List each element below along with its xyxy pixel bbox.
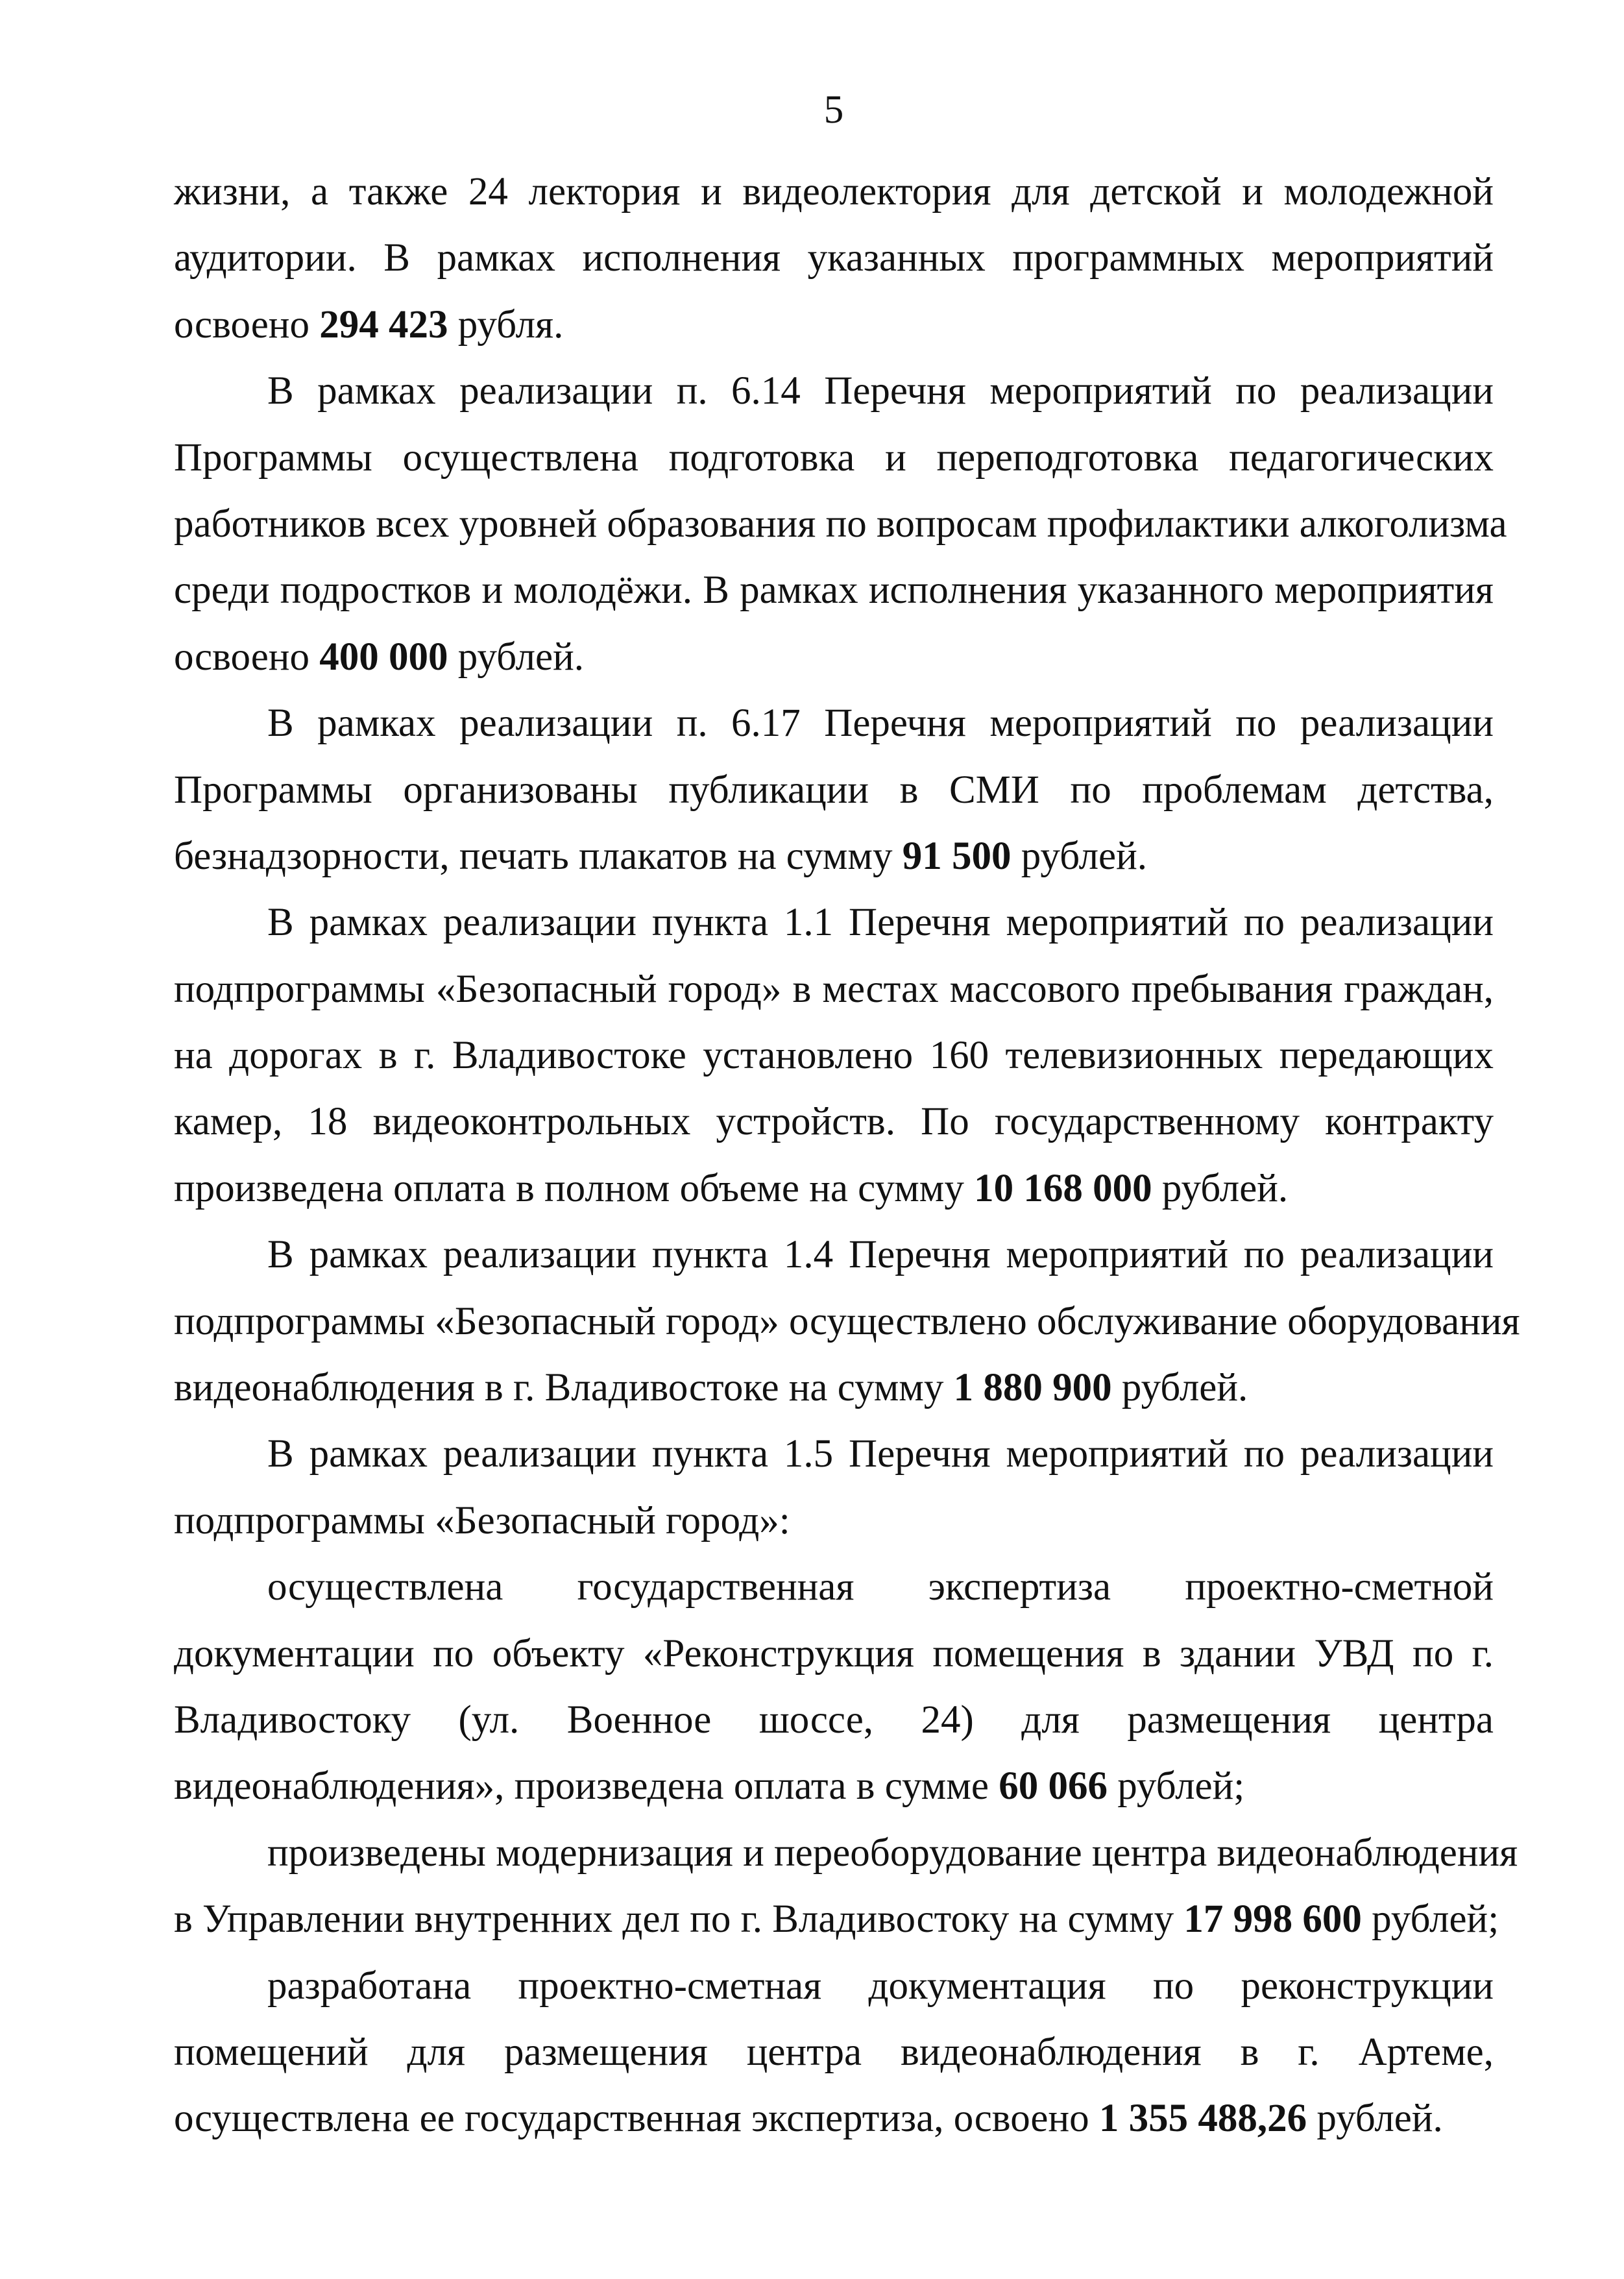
text-line bbox=[174, 292, 1494, 358]
text-segment: рублей. bbox=[1111, 1366, 1248, 1410]
text-segment: видеонаблюдения в г. Владивостоке на сумму bbox=[174, 1366, 954, 1410]
amount-bold: 1 880 900 bbox=[953, 1366, 1112, 1410]
document-body bbox=[174, 159, 1520, 2152]
text-line bbox=[174, 491, 1507, 557]
text-segment: Программы осуществлена подготовка и переподготовка педагогических bbox=[174, 435, 1494, 480]
text-line bbox=[174, 1355, 1494, 1421]
text-line bbox=[174, 1089, 1494, 1155]
text-line bbox=[174, 225, 1494, 291]
text-segment: произведены модернизация и переоборудование центра видеонаблюдения bbox=[267, 1831, 1518, 1875]
text-line bbox=[174, 1421, 1494, 1487]
text-segment: рубля. bbox=[448, 302, 564, 347]
paragraph bbox=[174, 159, 1494, 358]
text-line bbox=[174, 1886, 1499, 1953]
text-segment: безнадзорности, печать плакатов на сумму bbox=[174, 834, 903, 878]
paragraph bbox=[174, 1554, 1494, 1820]
text-segment: В рамках реализации пункта 1.4 Перечня мероприятий по реализации bbox=[267, 1233, 1494, 1277]
paragraph bbox=[174, 1953, 1494, 2152]
text-segment: освоено bbox=[174, 302, 320, 347]
amount-bold: 17 998 600 bbox=[1183, 1897, 1362, 1942]
paragraph bbox=[174, 358, 1507, 690]
text-segment: видеонаблюдения», произведена оплата в сумме bbox=[174, 1764, 999, 1809]
text-segment: жизни, а также 24 лектория и видеолектория для детской и молодежной bbox=[174, 170, 1494, 213]
text-segment: В рамках реализации пункта 1.1 Перечня мероприятий по реализации bbox=[267, 901, 1494, 945]
text-segment: произведена оплата в полном объеме на сумму bbox=[174, 1166, 975, 1210]
text-line bbox=[174, 1156, 1494, 1222]
text-segment: на дорогах в г. Владивостоке установлено 160 телевизионных передающих bbox=[174, 1034, 1494, 1078]
paragraph bbox=[174, 1820, 1518, 1953]
paragraph bbox=[174, 1421, 1494, 1554]
amount-bold: 294 423 bbox=[319, 302, 448, 347]
text-line bbox=[174, 1488, 1494, 1554]
text-segment: осуществлена государственная экспертиза проектно-сметной bbox=[267, 1565, 1494, 1609]
text-line bbox=[174, 1621, 1494, 1687]
text-line bbox=[174, 1820, 1518, 1886]
text-segment: В рамках реализации п. 6.17 Перечня мероприятий по реализации bbox=[267, 701, 1494, 746]
text-line bbox=[174, 425, 1494, 491]
text-segment: помещений для размещения центра видеонаблюдения в г. Артеме, bbox=[174, 2030, 1494, 2074]
text-segment: подпрограммы «Безопасный город» осуществлено обслуживание оборудования bbox=[174, 1299, 1520, 1343]
text-segment: В рамках реализации пункта 1.5 Перечня мероприятий по реализации bbox=[267, 1432, 1494, 1476]
text-line bbox=[174, 690, 1494, 757]
text-line bbox=[174, 557, 1494, 624]
text-segment: разработана проектно-сметная документация по реконструкции bbox=[267, 1964, 1494, 2008]
text-line bbox=[174, 159, 1494, 225]
text-segment: подпрограммы «Безопасный город» в местах массового пребывания граждан, bbox=[174, 967, 1494, 1011]
text-segment: среди подростков и молодёжи. В рамках исполнения указанного мероприятия bbox=[174, 568, 1494, 613]
amount-bold: 10 168 000 bbox=[974, 1166, 1152, 1210]
text-segment: Программы организованы публикации в СМИ по проблемам детства, bbox=[174, 768, 1494, 812]
paragraph bbox=[174, 1222, 1520, 1421]
text-segment: в Управлении внутренних дел по г. Владивостоку на сумму bbox=[174, 1897, 1184, 1942]
text-segment: рублей. bbox=[1307, 2097, 1443, 2141]
text-segment: осуществлена ее государственная экспертиза, освоено bbox=[174, 2097, 1099, 2141]
text-segment: аудитории. В рамках исполнения указанных программных мероприятий bbox=[174, 236, 1494, 280]
text-segment: подпрограммы «Безопасный город»: bbox=[174, 1498, 790, 1542]
text-line bbox=[174, 358, 1494, 424]
text-line bbox=[174, 2086, 1494, 2152]
text-line bbox=[174, 1023, 1494, 1089]
text-segment: камер, 18 видеоконтрольных устройств. По государственному контракту bbox=[174, 1100, 1494, 1144]
text-line bbox=[174, 1753, 1494, 1820]
paragraph bbox=[174, 890, 1494, 1222]
amount-bold: 1 355 488,26 bbox=[1098, 2097, 1307, 2141]
text-segment: освоено bbox=[174, 635, 320, 679]
text-line bbox=[174, 757, 1494, 823]
text-segment: работников всех уровней образования по вопросам профилактики алкоголизма bbox=[174, 502, 1507, 546]
text-line bbox=[174, 1554, 1494, 1620]
text-segment: Владивостоку (ул. Военное шоссе, 24) для размещения центра bbox=[174, 1698, 1494, 1742]
text-line bbox=[174, 2019, 1494, 2086]
text-line bbox=[174, 1953, 1494, 2019]
text-line bbox=[174, 957, 1494, 1023]
text-segment: рублей. bbox=[1152, 1166, 1289, 1210]
amount-bold: 60 066 bbox=[999, 1764, 1108, 1809]
text-line bbox=[174, 1687, 1494, 1753]
amount-bold: 91 500 bbox=[902, 834, 1012, 878]
text-line bbox=[174, 624, 1494, 690]
text-segment: документации по объекту «Реконструкция помещения в здании УВД по г. bbox=[174, 1631, 1494, 1676]
text-segment: рублей; bbox=[1361, 1897, 1499, 1942]
text-line bbox=[174, 1222, 1494, 1288]
text-segment: рублей. bbox=[1011, 834, 1148, 878]
text-segment: рублей. bbox=[448, 635, 585, 679]
text-line bbox=[174, 823, 1494, 890]
text-line bbox=[174, 890, 1494, 956]
page-number: 5 bbox=[823, 88, 844, 132]
text-line bbox=[174, 1289, 1520, 1355]
amount-bold: 400 000 bbox=[319, 635, 448, 679]
text-segment: рублей; bbox=[1107, 1764, 1245, 1809]
text-segment: В рамках реализации п. 6.14 Перечня мероприятий по реализации bbox=[267, 369, 1494, 413]
paragraph bbox=[174, 690, 1494, 890]
